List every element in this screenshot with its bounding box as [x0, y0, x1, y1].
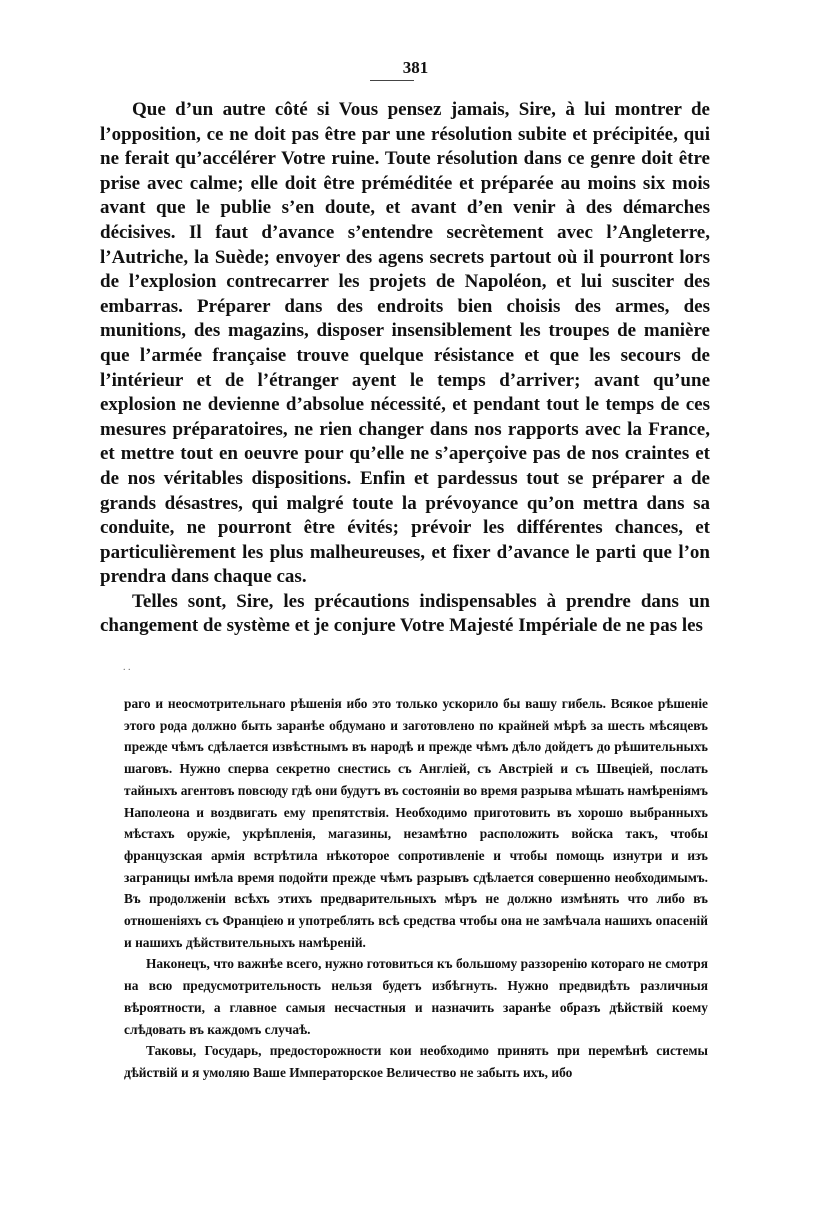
- russian-paragraph-3: Таковы, Государь, предосторожности кои необходимо принять при перемѣнѣ системы дѣйствій и я умоляю Ваше Императорское Величество не забыть ихъ, ибо: [124, 1043, 708, 1080]
- section-separator: . .: [123, 662, 131, 673]
- russian-translation-block: [124, 693, 708, 1084]
- page-number: 381: [402, 58, 429, 77]
- russian-paragraph-1: раго и неосмотрительнаго рѣшенія ибо это только ускорило бы вашу гибель. Всякое рѣшеніе этого рода должно быть заранѣе обдумано и заготовлено по крайней мѣрѣ за шесть мѣсяцевъ прежде чѣмъ сдѣлается извѣстнымъ въ народѣ и прежде чѣмъ дѣло дойдетъ до рѣшительныхъ шаговъ. Нужно сперва секретно снестись съ Англіей, съ Австріей и съ Швеціей, послать тайныхъ агентовъ повсюду гдѣ они будутъ въ состояніи во время разрыва мѣшать намѣреніямъ Наполеона и воздвигать ему препятствія. Необходимо приготовить въ хорошо выбранныхъ мѣстахъ оружіе, укрѣпленія, магазины, незамѣтно расположить войска такъ, чтобы французская армія встрѣтила нѣкоторое сопротивленіе и чтобы помощь изнутри и изъ заграницы имѣла время подойти прежде чѣмъ разрывъ сдѣлается совершенно необходимымъ. Въ продолженіи всѣхъ этихъ предварительныхъ мѣръ не должно измѣнять что либо въ отношеніяхъ съ Франціею и употреблять всѣ средства чтобы она не замѣчала нашихъ опасеній и нашихъ дѣйствительныхъ намѣреній.: [124, 696, 708, 950]
- french-text-block: [100, 98, 710, 639]
- page-number-rule: [370, 80, 414, 81]
- french-paragraph-2: Telles sont, Sire, les précautions indispensables à prendre dans un changement de système et je conjure Votre Majesté Impériale de ne pas les: [100, 590, 710, 637]
- russian-paragraph-2: Наконецъ, что важнѣе всего, нужно готовиться къ большому раззоренію котораго не смотря на всю предусмотрительность нельзя будетъ избѣгнуть. Нужно предвидѣть различныя вѣроятности, а главное самыя несчастныя и назначить заранѣе образъ дѣйствій коему слѣдовать въ каждомъ случаѣ.: [124, 956, 708, 1037]
- french-paragraph-1: Que d’un autre côté si Vous pensez jamais, Sire, à lui montrer de l’opposition, ce ne doit pas être par une résolution subite et précipitée, qui ne ferait qu’accélérer Votre ruine. Toute résolution dans ce genre doit être prise avec calme; elle doit être préméditée et préparée au moins six mois avant que le publie s’en doute, et avant d’en venir à des démarches décisives. Il faut d’avance s’entendre secrètement avec l’Angleterre, l’Autriche, la Suède; envoyer des agens secrets partout où il pourront lors de l’explosion contrecarrer les projets de Napoléon, et lui susciter des embarras. Préparer dans des endroits bien choisis des armes, des munitions, des magazins, disposer insensiblement les troupes de manière que l’armée française trouve quelque résistance et que les secours de l’intérieur et de l’étranger ayent le temps d’arriver; avant qu’une explosion ne devienne d’absolue nécessité, et pendant tout le temps de ces mesures préparatoires, ne rien changer dans nos rapports avec la France, et mettre tout en oeuvre pour qu’elle ne s’aperçoive pas de nos craintes et de nos véritables dispositions. Enfin et pardessus tout se préparer a de grands désastres, qui malgré toute la prévoyance qu’on mettra dans sa conduite, ne pourront être évités; prévoir les différentes chances, et particulièrement les plus malheureuses, et fixer d’avance le parti que l’on prendra dans chaque cas.: [100, 99, 710, 588]
